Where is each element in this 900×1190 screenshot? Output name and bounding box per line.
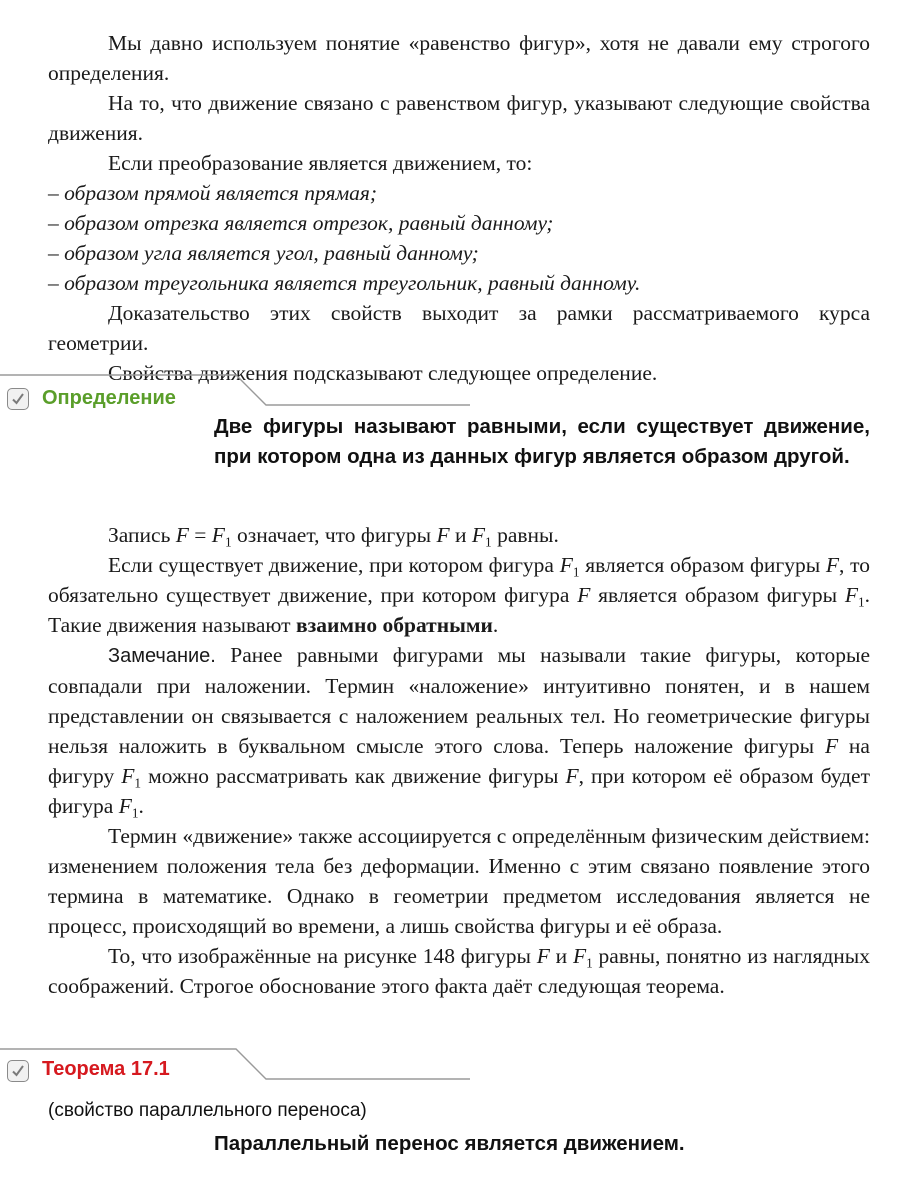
theorem-label: Теорема 17.1	[42, 1058, 170, 1080]
paragraph-3: Если преобразование является движением, то:	[108, 151, 533, 175]
main-text	[48, 520, 870, 1001]
definition-label: Определение	[42, 387, 176, 409]
checkbox-icon	[7, 388, 29, 410]
bold-term: взаимно обратными	[295, 613, 493, 637]
properties-list	[48, 178, 870, 298]
paragraph-2: На то, что движение связано с равенством фигур, указывают следующие свойства движения.	[48, 91, 870, 145]
remark-paragraph: Замечание. Ранее равными фигурами мы называли такие фигуры, которые совпадали при наложении. Термин «наложение» интуитивно понятен, и в нашем представлении он связывается с наложением реальных тел. Но геометрические фигуры нельзя наложить в буквальном смысле этого слова. Теперь наложение фигуры F на фигуру $F_1$ можно рассматривать как движение фигуры F, при котором её образом будет фигура $F_1$.	[48, 643, 870, 821]
paragraph-4: Доказательство этих свойств выходит за рамки рассматриваемого курса геометрии.	[48, 301, 870, 355]
remark-label: Замечание.	[108, 645, 216, 667]
property-item: – образом треугольника является треугольник, равный данному.	[48, 271, 641, 295]
theorem-text: Параллельный перенос является движением.	[214, 1132, 685, 1155]
theorem-subtitle: (свойство параллельного переноса)	[48, 1100, 367, 1121]
paragraph-1: Мы давно используем понятие «равенство фигур», хотя не давали ему строгого определения.	[48, 31, 870, 85]
inverse-motion-paragraph: Если существует движение, при котором фигура $F_1$ является образом фигуры F, то обязательно существует движение, при котором фигура F является образом фигуры $F_1$. Такие движения называют взаимно обратными.	[48, 553, 870, 637]
property-item: – образом угла является угол, равный данному;	[48, 241, 479, 265]
property-item: – образом прямой является прямая;	[48, 181, 378, 205]
theorem-header	[0, 1046, 900, 1086]
intro-text	[48, 28, 870, 388]
paragraph-5: Свойства движения подсказывают следующее определение.	[108, 361, 658, 385]
property-item: – образом отрезка является отрезок, равный данному;	[48, 211, 554, 235]
paragraph-7: Термин «движение» также ассоциируется с определённым физическим действием: изменением положения тела без деформации. Именно с этим связано появление этого термина в математике. Однако в геометрии предметом исследования является не процесс, происходящий во времени, а лишь свойства фигуры и её образа.	[48, 824, 870, 938]
record-paragraph: Запись $F = F_1$ означает, что фигуры F и $F_1$ равны.	[108, 523, 559, 550]
paragraph-8: То, что изображённые на рисунке 148 фигуры F и $F_1$ равны, понятно из наглядных соображений. Строгое обоснование этого факта даёт следующая теорема.	[48, 944, 871, 998]
checkbox-icon	[7, 1060, 29, 1082]
definition-text: Две фигуры называют равными, если существует движение, при котором одна из данных фигур является образом другой.	[214, 415, 870, 468]
definition-header	[0, 372, 900, 412]
